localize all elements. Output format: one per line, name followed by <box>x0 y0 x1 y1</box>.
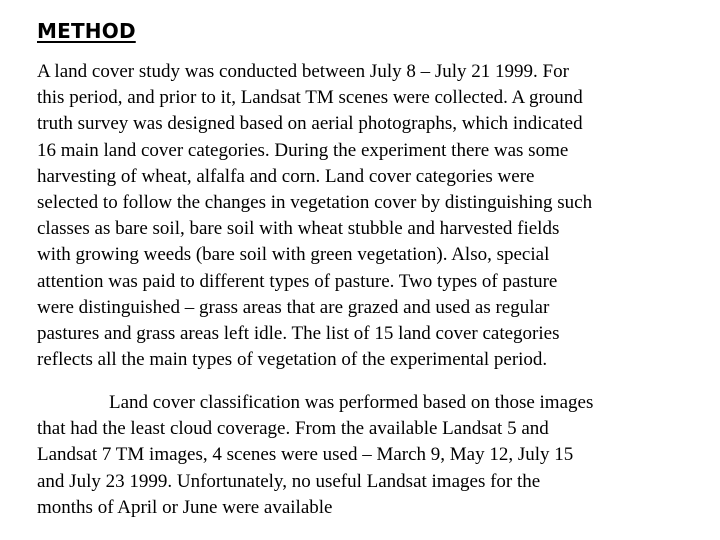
paragraph-line: A land cover study was conducted between July 8 – July 21 1999. For <box>37 61 569 82</box>
paragraph-line: Land cover classification was performed based on those images <box>109 392 594 413</box>
paragraph-line: pastures and grass areas left idle. The list of 15 land cover categories <box>37 323 560 345</box>
paragraph-line: reflects all the main types of vegetation of the experimental period. <box>37 349 548 371</box>
paragraph-line: were distinguished – grass areas that are grazed and used as regular <box>37 296 550 318</box>
paragraph-line: truth survey was designed based on aerial photographs, which indicated <box>37 113 583 135</box>
paragraph-line: classes as bare soil, bare soil with wheat stubble and harvested fields <box>37 218 560 240</box>
paragraph-line: attention was paid to different types of pasture. Two types of pasture <box>37 270 558 292</box>
paragraph-line: selected to follow the changes in vegetation cover by distinguishing such <box>37 192 593 214</box>
paragraph-line: this period, and prior to it, Landsat TM scenes were collected. A ground <box>37 87 583 109</box>
paragraph-line: with growing weeds (bare soil with green vegetation). Also, special <box>37 244 550 266</box>
paragraph-line: 16 main land cover categories. During the experiment there was some <box>37 139 569 161</box>
paragraph-classification <box>37 390 682 521</box>
paragraph-line: harvesting of wheat, alfalfa and corn. Land cover categories were <box>37 165 535 187</box>
paragraph-study-description <box>37 59 687 373</box>
section-heading: METHOD <box>37 19 136 43</box>
paragraph-line: and July 23 1999. Unfortunately, no useful Landsat images for the <box>37 470 541 492</box>
paragraph-line: months of April or June were available <box>37 496 333 518</box>
paragraph-line: Landsat 7 TM images, 4 scenes were used – March 9, May 12, July 15 <box>37 444 574 466</box>
paragraph-line: that had the least cloud coverage. From the available Landsat 5 and <box>37 418 549 440</box>
